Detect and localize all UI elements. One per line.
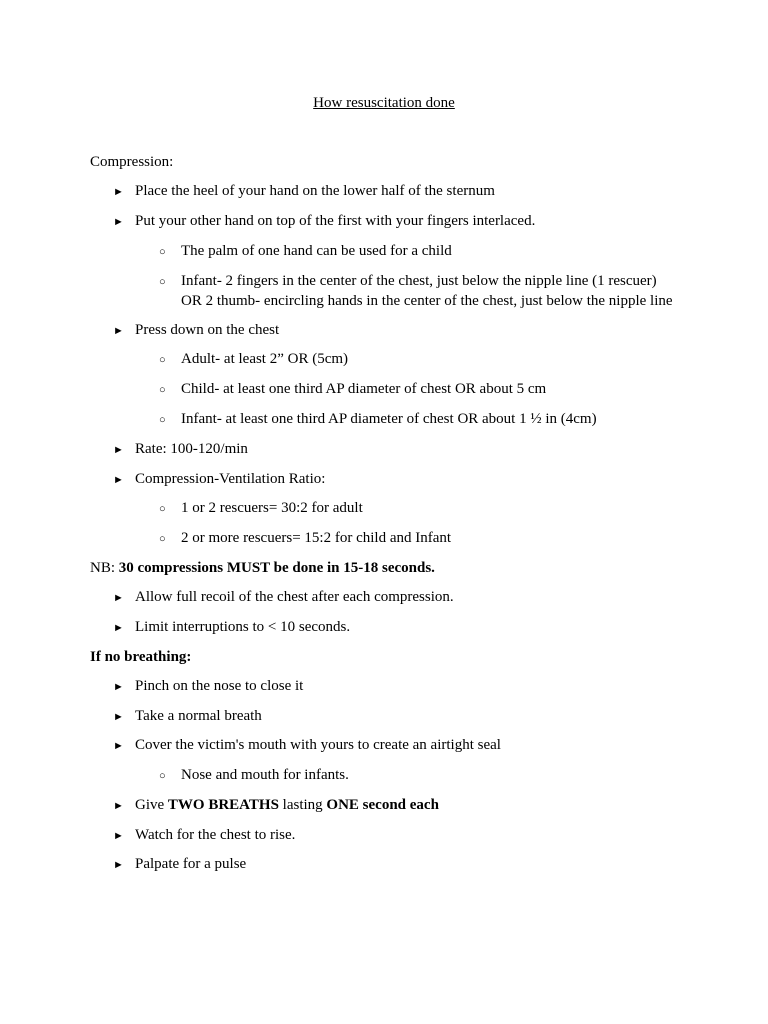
nb-bold-text: 30 compressions MUST be done in 15-18 seconds. — [118, 560, 435, 576]
list-item-other-hand: Put your other hand on top of the first with your fingers interlaced. — [135, 213, 536, 229]
list-item-palm-child: The palm of one hand can be used for a child — [181, 243, 452, 259]
sub-bullet-marker: ○ — [159, 246, 166, 258]
list-item-watch: Watch for the chest to rise. — [135, 827, 296, 843]
list-item-rate: Rate: 100-120/min — [135, 441, 248, 457]
sub-bullet-marker: ○ — [159, 354, 166, 366]
give-one-second: ONE second each — [326, 797, 439, 813]
give-mid: lasting — [278, 797, 327, 813]
list-item-breath: Take a normal breath — [135, 708, 262, 724]
list-item-ratio-adult: 1 or 2 rescuers= 30:2 for adult — [181, 500, 363, 516]
bullet-marker: ► — [113, 592, 124, 604]
give-two-breaths: TWO BREATHS — [167, 797, 279, 813]
bullet-marker: ► — [113, 830, 124, 842]
page-title: How resuscitation done — [313, 95, 455, 111]
list-item-palpate: Palpate for a pulse — [135, 856, 247, 872]
list-item-infant-depth: Infant- at least one third AP diameter of chest OR about 1 ½ in (4cm) — [181, 411, 597, 427]
list-item-pinch: Pinch on the nose to close it — [135, 678, 304, 694]
bullet-marker: ► — [113, 740, 124, 752]
give-prefix: Give — [135, 797, 168, 813]
sub-bullet-marker: ○ — [159, 276, 166, 288]
list-item-infant-fingers: Infant- 2 fingers in the center of the chest, just below the nipple line (1 rescuer) — [181, 273, 657, 289]
bullet-marker: ► — [113, 474, 124, 486]
bullet-marker: ► — [113, 711, 124, 723]
bullet-marker: ► — [113, 800, 124, 812]
sub-bullet-marker: ○ — [159, 414, 166, 426]
nb-note — [90, 559, 435, 577]
list-item-child-depth: Child- at least one third AP diameter of chest OR about 5 cm — [181, 381, 547, 397]
sub-bullet-marker: ○ — [159, 533, 166, 545]
bullet-marker: ► — [113, 216, 124, 228]
list-item-recoil: Allow full recoil of the chest after each compression. — [135, 589, 454, 605]
bullet-marker: ► — [113, 186, 124, 198]
compression-heading: Compression: — [90, 154, 174, 170]
list-item-ratio-child: 2 or more rescuers= 15:2 for child and Infant — [181, 530, 452, 546]
list-item-adult-depth: Adult- at least 2” OR (5cm) — [181, 351, 349, 367]
list-item-press: Press down on the chest — [135, 322, 280, 338]
list-item-give-breaths — [135, 796, 439, 814]
bullet-marker: ► — [113, 681, 124, 693]
sub-bullet-marker: ○ — [159, 503, 166, 515]
list-item-heel: Place the heel of your hand on the lower half of the sternum — [135, 183, 495, 199]
breathing-heading-text: If no breathing: — [90, 649, 192, 665]
bullet-marker: ► — [113, 622, 124, 634]
nb-prefix: NB: — [90, 560, 119, 576]
list-item-ratio: Compression-Ventilation Ratio: — [135, 471, 326, 487]
bullet-marker: ► — [113, 859, 124, 871]
list-item-interruptions: Limit interruptions to < 10 seconds. — [135, 619, 351, 635]
list-item-infants-nose: Nose and mouth for infants. — [181, 767, 349, 783]
sub-bullet-marker: ○ — [159, 770, 166, 782]
list-item-cover: Cover the victim's mouth with yours to create an airtight seal — [135, 737, 501, 753]
list-item-infant-thumbs: OR 2 thumb- encircling hands in the center of the chest, just below the nipple line — [181, 293, 673, 309]
breathing-heading — [90, 648, 191, 666]
bullet-marker: ► — [113, 325, 124, 337]
bullet-marker: ► — [113, 444, 124, 456]
sub-bullet-marker: ○ — [159, 384, 166, 396]
